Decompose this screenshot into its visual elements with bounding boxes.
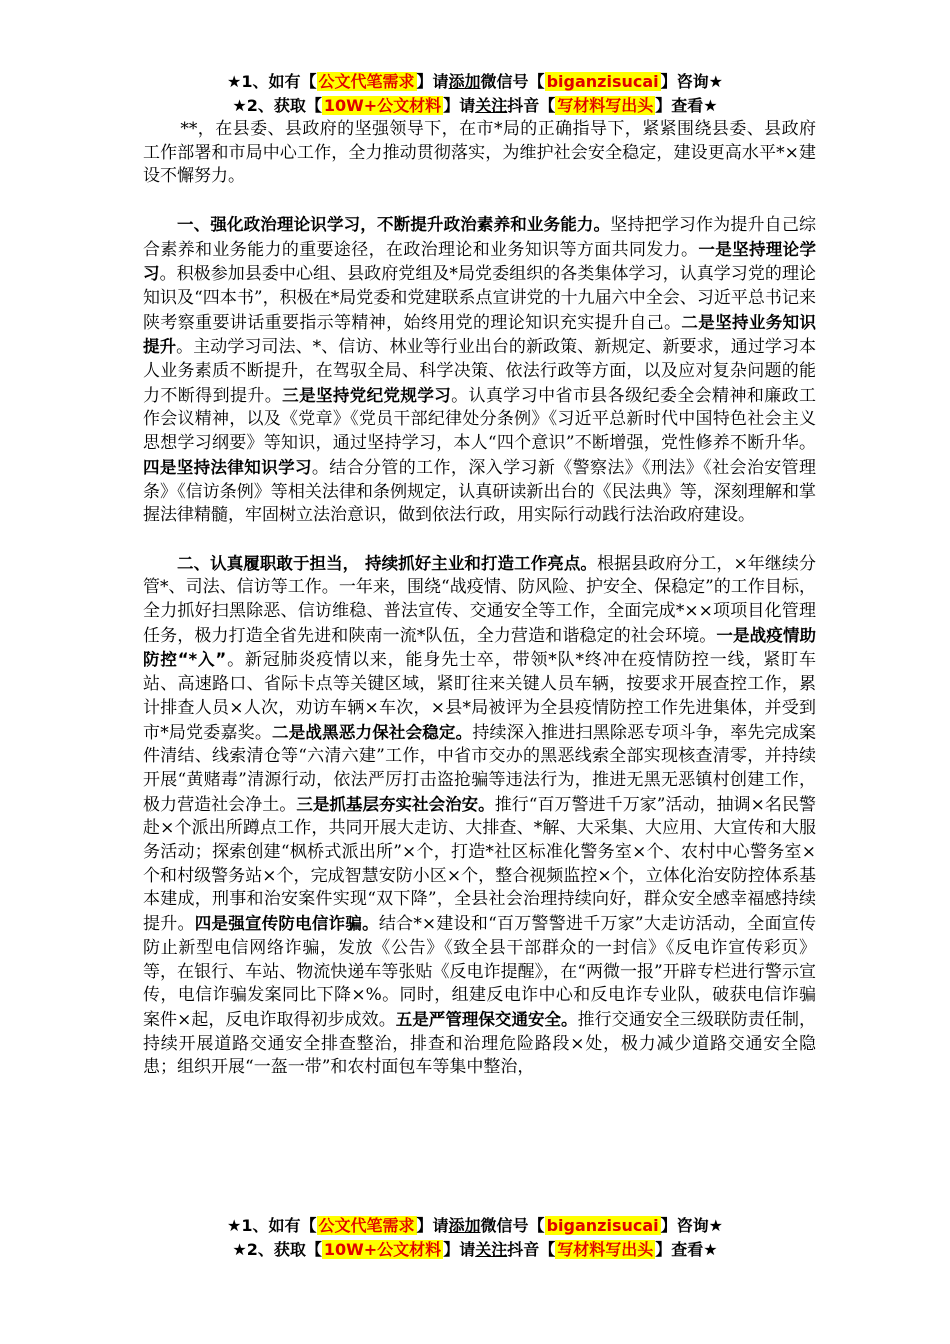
banner-highlight: 写材料写出头 xyxy=(557,96,654,115)
point-heading: 一是战疫情助防控“*入” xyxy=(143,625,816,670)
banner-highlight: 10W+公文材料 xyxy=(323,1240,442,1259)
banner-text: 】咨询★ xyxy=(660,1216,723,1235)
banner-text: ★1、如有【 xyxy=(227,1216,317,1235)
point-heading: 一是坚持理论学习 xyxy=(143,239,817,284)
section-2-heading: 二、认真履职敢于担当， 持续抓好主业和打造工作亮点。 xyxy=(177,553,597,573)
document-body xyxy=(143,118,816,1104)
banner-underline: 添加 xyxy=(448,72,481,91)
paragraph-text: 结合*×建设和“百万警警进千万家”大走访活动，全面宣传防止新型电信网络诈骗，发放《公告》《致全县干部群众的一封信》《反电诈宣传彩页》等，在银行、车站、物流快递车等张贴《反电诈提醒》，在“两微一报”开辟专栏进行警示宣传，电信诈骗发案同比下降×%。同时，组建反电诈中心和反电诈专业队，破获电信诈骗案件×起，反电诈取得初步成效。 xyxy=(143,914,817,1030)
banner-text: 】请 xyxy=(443,96,476,115)
paragraph-text: 。结合分管的工作，深入学习新《警察法》《刑法》《社会治安管理条》《信访条例》等相关法律和条例规定，认真研读新出台的《民法典》等，深刻理解和掌握法律精髓，牢固树立法治意识，做到依法行政，用实际行动践行法治政府建设。 xyxy=(143,457,817,526)
footer-banner-line-1 xyxy=(0,1214,950,1238)
point-heading: 四是坚持法律知识学习 xyxy=(143,457,312,477)
banner-text: 】请 xyxy=(416,72,449,91)
paragraph-text: 。积极参加县委中心组、县政府党组及*局党委组织的各类集体学习，认真学习党的理论知识及“四本书”，积极在*局党委和党建联系点宣讲党的十九届六中全会、习近平总书记来陕考察重要讲话重要指示等精神，始终用党的理论知识充实提升自己。 xyxy=(143,264,817,333)
footer-banner-line-2 xyxy=(0,1238,950,1262)
point-heading: 五是严管理保交通安全。 xyxy=(395,1009,578,1029)
paragraph-text: 推行“百万警进千万家”活动，抽调×名民警赴×个派出所蹲点工作，共同开展大走访、大排查、*解、大采集、大应用、大宣传和大服务活动；探索创建“枫桥式派出所”×个，打造*社区标准化警务室×个、农村中心警务室×个和村级警务站×个，完成智慧安防小区×个，整合视频监控×个，立体化治安防控体系基本建成，刑事和治安案件实现“双下降”，全县社会治理持续向好，群众安全感幸福感持续提升。 xyxy=(143,794,817,935)
point-heading: 二是坚持业务知识提升 xyxy=(143,312,817,357)
point-heading: 四是强宣传防电信诈骗。 xyxy=(194,914,379,934)
banner-highlight: 公文代笔需求 xyxy=(318,1216,415,1235)
paragraph-text: 推行交通安全三级联防责任制，持续开展道路交通安全排查整治，排查和治理危险路段×处，极力减少道路交通安全隐患；组织开展“一盔一带”和农村面包车等集中整治， xyxy=(143,1009,817,1078)
paragraph-text: 。新冠肺炎疫情以来，能身先士卒，带领*队*终冲在疫情防控一线，紧盯车站、高速路口、省际卡点等关键区域，紧盯往来关键人员车辆，按要求开展查控工作，累计排查人员×人次，劝访车辆×车次，×县*局被评为全县疫情防控工作先进集体，并受到市*局党委嘉奖。 xyxy=(143,650,817,743)
banner-text: 】咨询★ xyxy=(660,72,723,91)
banner-text: 】查看★ xyxy=(655,1240,718,1259)
banner-text: ★2、获取【 xyxy=(232,96,322,115)
banner-underline: 关注 xyxy=(475,96,508,115)
section-2-paragraph xyxy=(143,552,816,1080)
section-1-paragraph xyxy=(143,213,816,528)
point-heading: 三是坚持党纪党规学习 xyxy=(282,385,452,405)
banner-highlight: 10W+公文材料 xyxy=(323,96,442,115)
paragraph-text: 持续深入推进扫黑除恶专项斗争，率先完成案件清结、线索清仓等“六清六建”工作，中省市交办的黑恶线索全部实现核查清零，并持续开展“黄赌毒”清源行动，依法严厉打击盗抢骗等违法行为，推进无黑无恶镇村创建工作，极力营造社会净土。 xyxy=(143,722,817,815)
paragraph-text: 根据县政府分工，×年继续分管*、司法、信访等工作。一年来，围绕“战疫情、防风险、护安全、保稳定”的工作目标，全力抓好扫黑除恶、信访维稳、普法宣传、交通安全等工作，全面完成*××项项目化管理任务，极力打造全省先进和陕南一流*队伍，全力营造和谐稳定的社会环境。 xyxy=(143,553,817,646)
banner-text: 抖音【 xyxy=(507,1240,556,1259)
paragraph-text: 。主动学习司法、*、信访、林业等行业出台的新政策、新规定、新要求，通过学习本人业务素质不断提升，在驾驭全局、科学决策、依法行政等方面，以及应对复杂问题的能力不断得到提升。 xyxy=(143,337,817,406)
point-heading: 二是战黑恶力保社会稳定。 xyxy=(272,722,473,742)
banner-text: ★2、获取【 xyxy=(232,1240,322,1259)
banner-highlight: 公文代笔需求 xyxy=(318,72,415,91)
paragraph-text: 坚持把学习作为提升自己综合素养和业务能力的重要途径，在政治理论和业务知识等方面共同发力。 xyxy=(143,214,817,260)
banner-underline: 关注 xyxy=(475,1240,508,1259)
paragraph-text: 。认真学习中省市县各级纪委全会精神和廉政工作会议精神，以及《党章》《党员干部纪律处分条例》《习近平总新时代中国特色社会主义思想学习纲要》等知识，通过坚持学习，本人“四个意识”不断增强，党性修养不断升华。 xyxy=(143,385,817,454)
header-banner-line-2 xyxy=(0,94,950,118)
banner-highlight: 写材料写出头 xyxy=(557,1240,654,1259)
banner-highlight: biganzisucai xyxy=(546,1216,659,1235)
intro-paragraph: **，在县委、县政府的坚强领导下，在市*局的正确指导下，紧紧围绕县委、县政府工作部署和市局中心工作，全力推动贯彻落实，为维护社会安全稳定，建设更高水平*×建设不懈努力。 xyxy=(143,119,816,187)
banner-text: ★1、如有【 xyxy=(227,72,317,91)
point-heading: 三是抓基层夯实社会治安。 xyxy=(296,794,495,814)
header-banner-line-1 xyxy=(0,70,950,94)
banner-underline: 添加 xyxy=(448,1216,481,1235)
banner-text: 】请 xyxy=(443,1240,476,1259)
banner-text: 微信号【 xyxy=(480,72,545,91)
banner-text: 】查看★ xyxy=(655,96,718,115)
banner-text: 微信号【 xyxy=(480,1216,545,1235)
section-1-heading: 一、强化政治理论识学习，不断提升政治素养和业务能力。 xyxy=(177,214,611,234)
banner-text: 】请 xyxy=(416,1216,449,1235)
banner-text: 抖音【 xyxy=(507,96,556,115)
banner-highlight: biganzisucai xyxy=(546,72,659,91)
